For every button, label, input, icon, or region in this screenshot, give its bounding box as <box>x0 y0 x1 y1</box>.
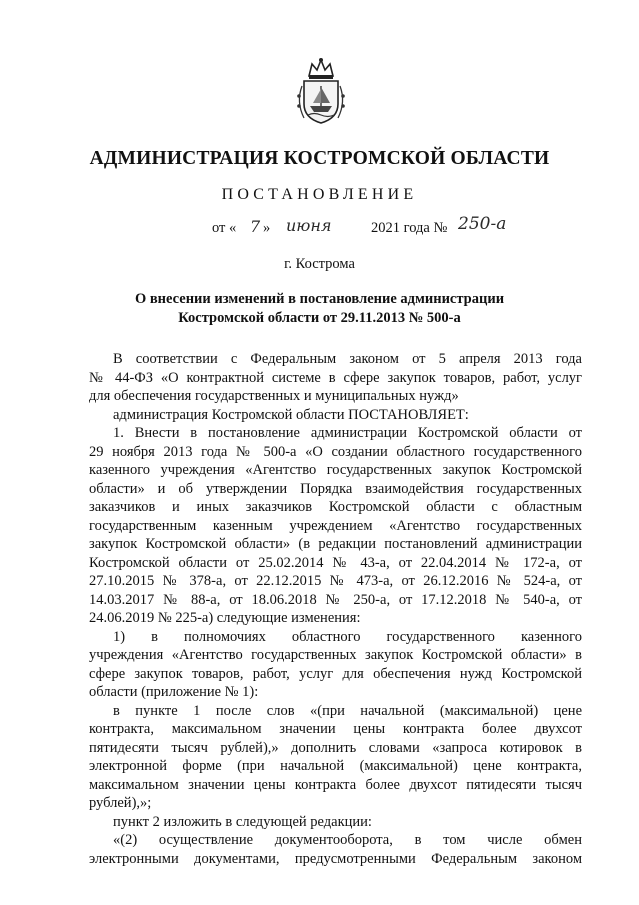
body-line: пятидесяти тысяч рублей),» дополнить словами «запроса котировок в <box>89 739 582 756</box>
body-line: 29 ноября 2013 года № 500-а «О создании областного государственного <box>89 443 582 460</box>
body-line: пункт 2 изложить в следующей редакции: <box>113 813 372 830</box>
body-line: № 44-ФЗ «О контрактной системе в сфере закупок товаров, работ, услуг <box>89 369 582 386</box>
date-day: 7 <box>250 217 261 236</box>
body-line: для обеспечения государственных и муниципальных нужд» <box>89 388 459 404</box>
body-line: 1) в полномочиях областного государственного казенного <box>113 628 582 645</box>
body-line: 27.10.2015 № 378-а, от 22.12.2015 № 473-а, от 26.12.2016 № 524-а, от <box>89 573 582 589</box>
body-line: Костромской области от 25.02.2014 № 43-а, от 22.04.2014 № 172-а, от <box>89 554 582 571</box>
date-month: июня <box>286 216 332 235</box>
body-line: закупок Костромской области» (в редакции постановлений администрации <box>89 536 582 552</box>
body-line: контракта, максимальном значении цены контракта более двухсот <box>89 721 582 737</box>
document-type: ПОСТАНОВЛЕНИЕ <box>221 186 418 203</box>
body-line: 1. Внести в постановление администрации Костромской области от <box>113 425 582 441</box>
date-year: 2021 года № <box>371 220 448 236</box>
body-line: учреждения «Агентство государственных закупок Костромской области» в <box>89 647 582 663</box>
body-line: администрация Костромской области ПОСТАНОВЛЯЕТ: <box>113 406 469 423</box>
organization-title: АДМИНИСТРАЦИЯ КОСТРОМСКОЙ ОБЛАСТИ <box>89 148 550 169</box>
body-line: казенного учреждения «Агентство государственных закупок Костромской <box>89 462 582 478</box>
body-line: 14.03.2017 № 88-а, от 18.06.2018 № 250-а, от 17.12.2018 № 540-а, от <box>89 591 582 608</box>
date-quote-close: » <box>263 220 271 236</box>
body-line: области (приложение № 1): <box>89 684 259 700</box>
body-line: в пункте 1 после слов «(при начальной (максимальной) цене <box>113 702 582 719</box>
body-line: В соответствии с Федеральным законом от 5 апреля 2013 года <box>113 351 582 367</box>
body-line: государственным казенным учреждением «Агентство государственных <box>89 517 582 534</box>
body-line: сфере закупок товаров, работ, услуг для обеспечения нужд Костромской <box>89 665 582 682</box>
body-line: 24.06.2019 № 225-а) следующие изменения: <box>89 610 361 626</box>
document-number: 250-а <box>458 214 507 234</box>
heading-line: О внесении изменений в постановление администрации <box>134 291 505 307</box>
body-line: рублей),»; <box>89 795 152 811</box>
body-line: максимальном значении цены контракта более двухсот пятидесяти тысяч <box>89 776 582 793</box>
body-line: электронными документами, предусмотренными Федеральным законом <box>89 850 582 867</box>
city: г. Кострома <box>284 256 355 272</box>
body-line: электронной форме (при начальной (максимальной) цене контракта, <box>89 758 582 774</box>
heading-line: Костромской области от 29.11.2013 № 500-а <box>178 310 461 326</box>
coat-of-arms-icon <box>294 56 348 126</box>
document-heading <box>0 290 639 328</box>
body-line: области» и об утверждении Порядка взаимодействия государственных <box>89 480 582 497</box>
body-line: заказчиков и иных заказчиков Костромской области с областным <box>89 499 582 515</box>
body-line: «(2) осуществление документооборота, в том числе обмен <box>113 832 582 848</box>
document-body <box>89 350 582 868</box>
date-prefix: от « <box>212 220 237 236</box>
